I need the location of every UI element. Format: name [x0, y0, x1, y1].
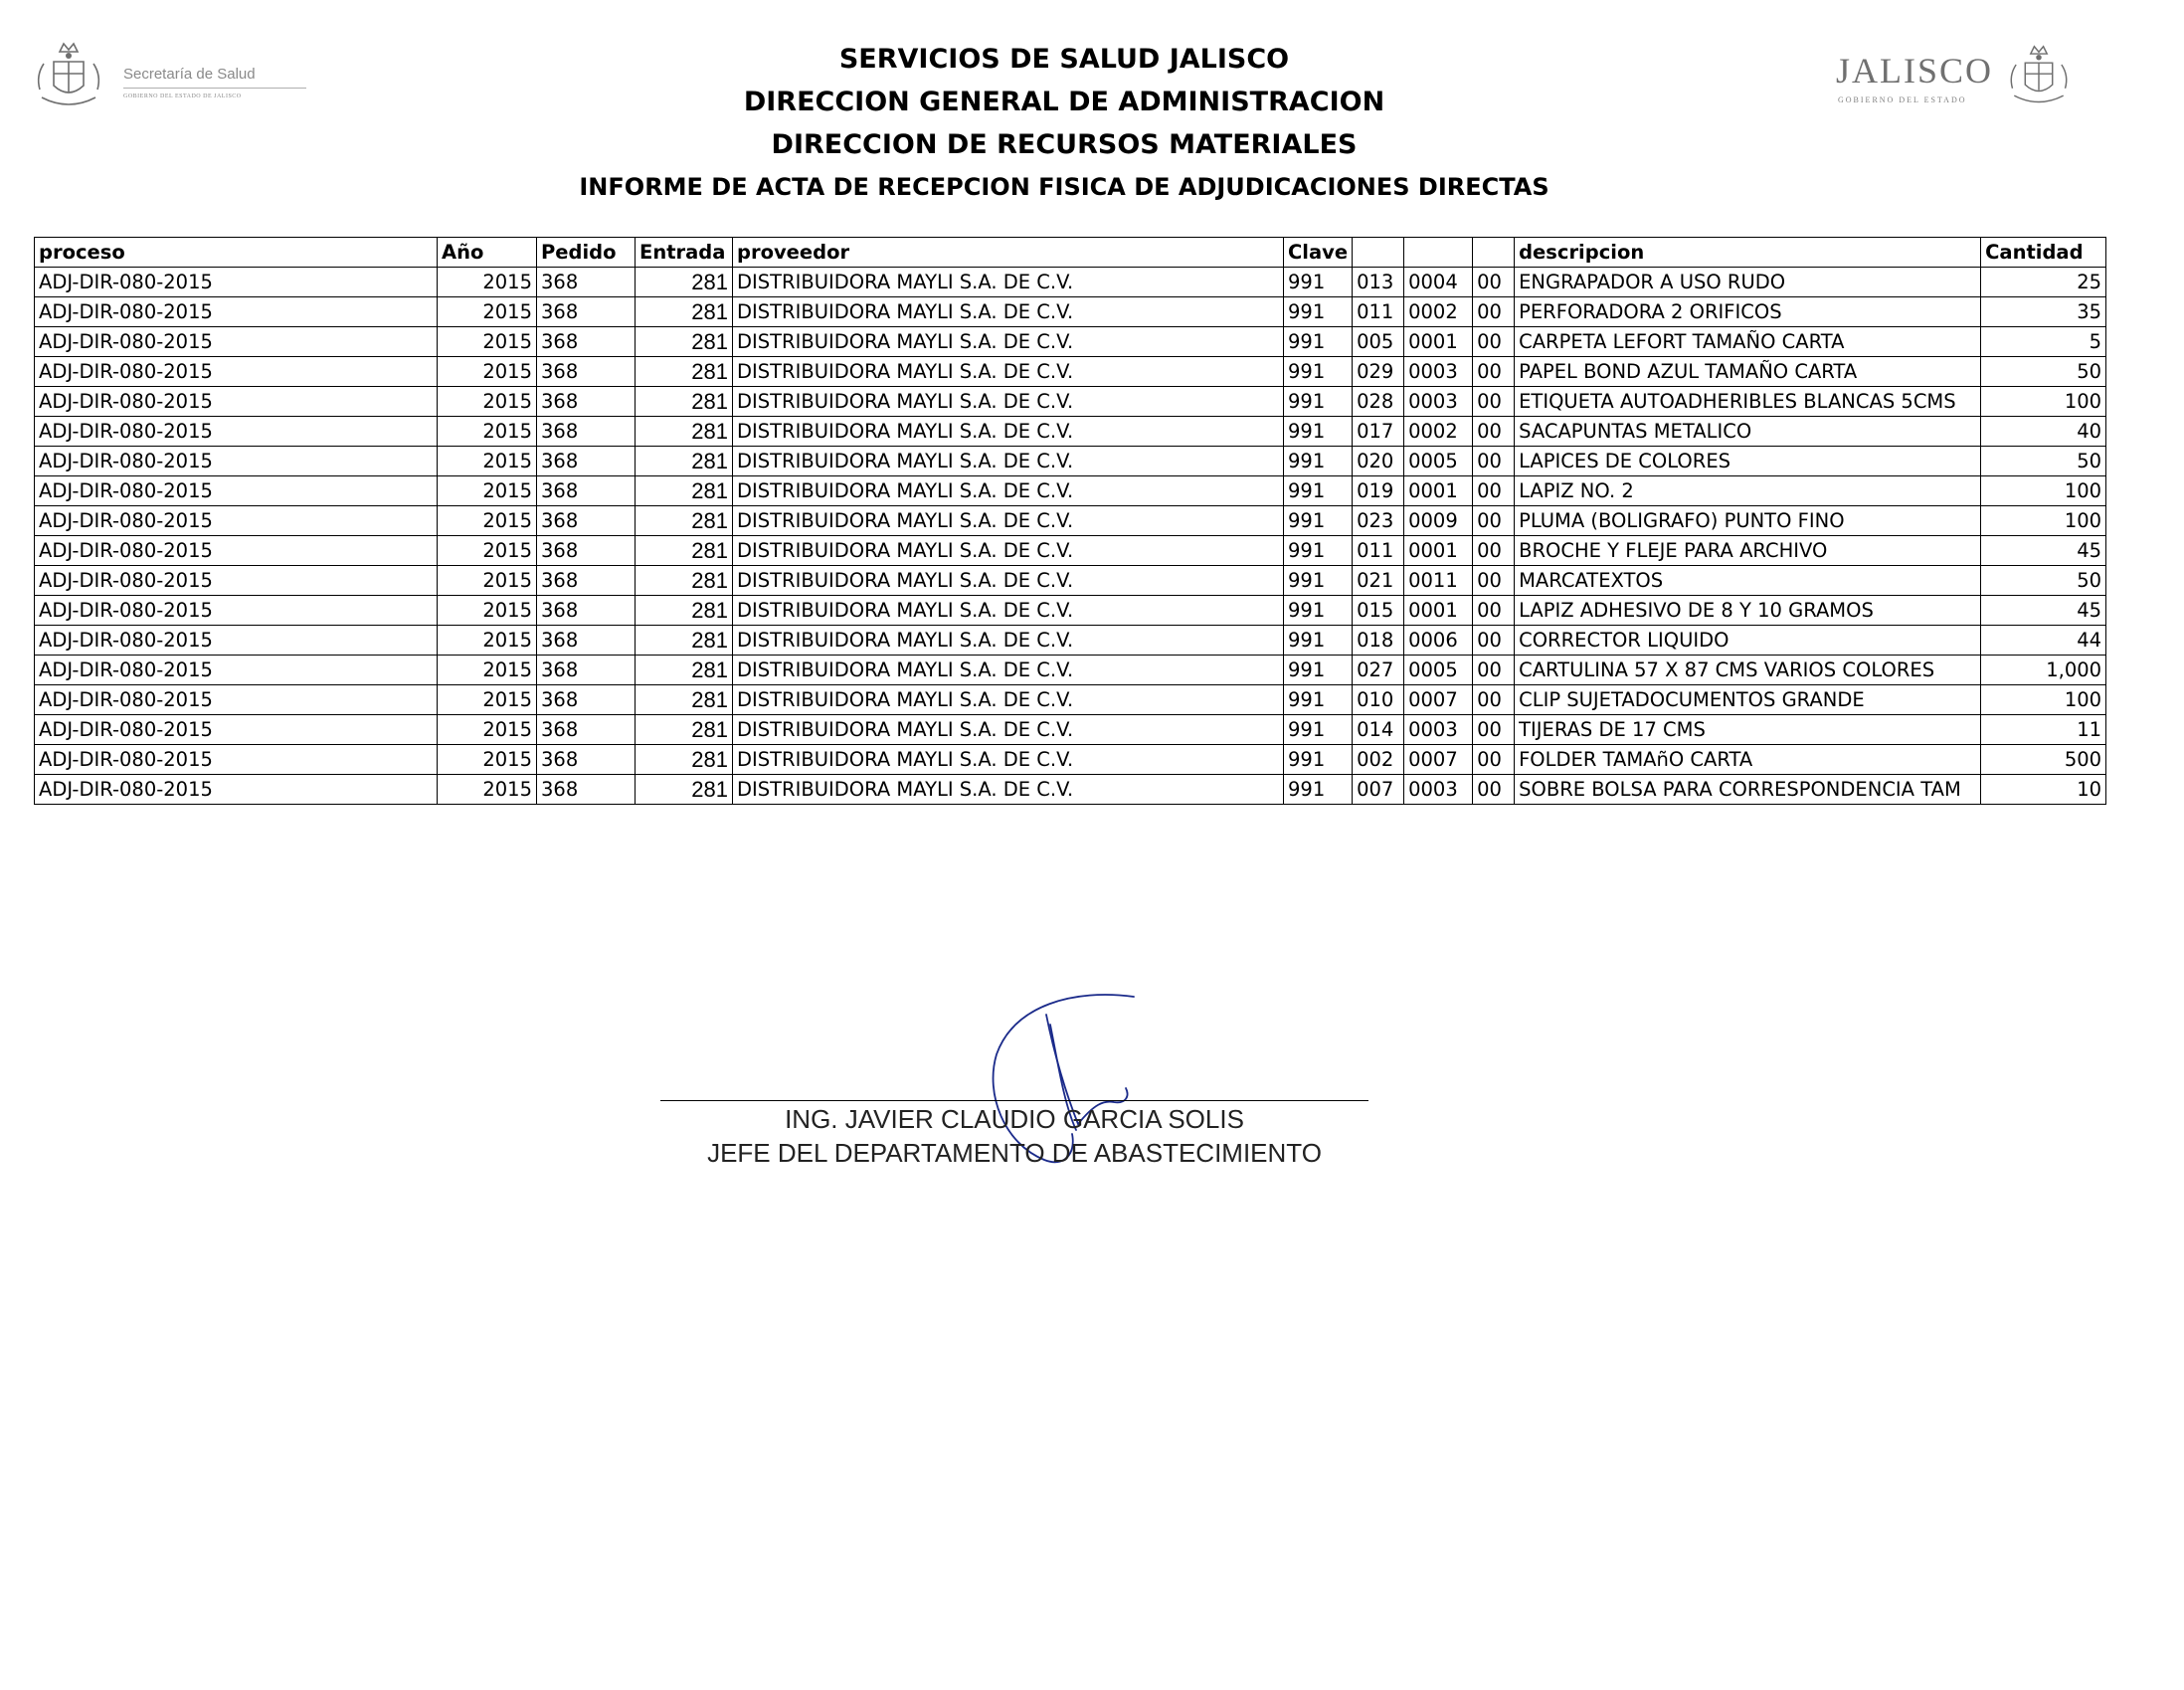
- clave-2-cell: 011: [1353, 536, 1404, 566]
- pedido-cell: 368: [537, 417, 636, 447]
- proveedor-cell: DISTRIBUIDORA MAYLI S.A. DE C.V.: [733, 476, 1284, 506]
- clave-4-cell: 00: [1473, 566, 1515, 596]
- clave-1-cell: 991: [1284, 297, 1353, 327]
- descripcion-cell: ETIQUETA AUTOADHERIBLES BLANCAS 5CMS: [1515, 387, 1981, 417]
- cantidad-cell: 1,000: [1981, 656, 2106, 685]
- clave-2-cell: 011: [1353, 297, 1404, 327]
- cantidad-cell: 500: [1981, 745, 2106, 775]
- proveedor-cell: DISTRIBUIDORA MAYLI S.A. DE C.V.: [733, 626, 1284, 656]
- report-title: INFORME DE ACTA DE RECEPCION FISICA DE ADJUDICACIONES DIRECTAS: [579, 173, 1549, 201]
- proveedor-cell: DISTRIBUIDORA MAYLI S.A. DE C.V.: [733, 506, 1284, 536]
- clave-2-cell: 028: [1353, 387, 1404, 417]
- descripcion-cell: PERFORADORA 2 ORIFICOS: [1515, 297, 1981, 327]
- proceso-cell: ADJ-DIR-080-2015: [35, 685, 438, 715]
- entrada-cell: 281: [636, 268, 733, 297]
- entrada-cell: 281: [636, 387, 733, 417]
- cantidad-cell: 5: [1981, 327, 2106, 357]
- column-header-cantidad: Cantidad: [1981, 238, 2106, 268]
- clave-2-cell: 010: [1353, 685, 1404, 715]
- pedido-cell: 368: [537, 536, 636, 566]
- clave-1-cell: 991: [1284, 327, 1353, 357]
- anio-cell: 2015: [438, 268, 537, 297]
- anio-cell: 2015: [438, 596, 537, 626]
- clave-3-cell: 0005: [1404, 447, 1473, 476]
- proveedor-cell: DISTRIBUIDORA MAYLI S.A. DE C.V.: [733, 447, 1284, 476]
- clave-2-cell: 013: [1353, 268, 1404, 297]
- clave-2-cell: 023: [1353, 506, 1404, 536]
- clave-4-cell: 00: [1473, 297, 1515, 327]
- clave-4-cell: 00: [1473, 268, 1515, 297]
- entrada-cell: 281: [636, 536, 733, 566]
- pedido-cell: 368: [537, 327, 636, 357]
- proceso-cell: ADJ-DIR-080-2015: [35, 715, 438, 745]
- pedido-cell: 368: [537, 626, 636, 656]
- descripcion-cell: FOLDER TAMAñO CARTA: [1515, 745, 1981, 775]
- entrada-cell: 281: [636, 566, 733, 596]
- proceso-cell: ADJ-DIR-080-2015: [35, 417, 438, 447]
- cantidad-cell: 50: [1981, 357, 2106, 387]
- descripcion-cell: LAPICES DE COLORES: [1515, 447, 1981, 476]
- clave-4-cell: 00: [1473, 506, 1515, 536]
- clave-4-cell: 00: [1473, 447, 1515, 476]
- header-line-1: SERVICIOS DE SALUD JALISCO: [838, 44, 1290, 75]
- proceso-cell: ADJ-DIR-080-2015: [35, 626, 438, 656]
- clave-2-cell: 014: [1353, 715, 1404, 745]
- column-header-pedido: Pedido: [537, 238, 636, 268]
- proveedor-cell: DISTRIBUIDORA MAYLI S.A. DE C.V.: [733, 297, 1284, 327]
- entrada-cell: 281: [636, 357, 733, 387]
- clave-1-cell: 991: [1284, 268, 1353, 297]
- proveedor-cell: DISTRIBUIDORA MAYLI S.A. DE C.V.: [733, 357, 1284, 387]
- proceso-cell: ADJ-DIR-080-2015: [35, 536, 438, 566]
- cantidad-cell: 50: [1981, 566, 2106, 596]
- clave-4-cell: 00: [1473, 476, 1515, 506]
- clave-4-cell: 00: [1473, 596, 1515, 626]
- clave-4-cell: 00: [1473, 656, 1515, 685]
- table-row: [35, 417, 2106, 447]
- proceso-cell: ADJ-DIR-080-2015: [35, 775, 438, 805]
- clave-1-cell: 991: [1284, 447, 1353, 476]
- clave-4-cell: 00: [1473, 745, 1515, 775]
- clave-4-cell: 00: [1473, 626, 1515, 656]
- clave-2-cell: 021: [1353, 566, 1404, 596]
- clave-3-cell: 0006: [1404, 626, 1473, 656]
- cantidad-cell: 11: [1981, 715, 2106, 745]
- clave-3-cell: 0001: [1404, 476, 1473, 506]
- proceso-cell: ADJ-DIR-080-2015: [35, 297, 438, 327]
- cantidad-cell: 40: [1981, 417, 2106, 447]
- column-header-clave-4: [1473, 238, 1515, 268]
- anio-cell: 2015: [438, 775, 537, 805]
- proveedor-cell: DISTRIBUIDORA MAYLI S.A. DE C.V.: [733, 268, 1284, 297]
- entrada-cell: 281: [636, 626, 733, 656]
- proceso-cell: ADJ-DIR-080-2015: [35, 566, 438, 596]
- column-header-clave-3: [1404, 238, 1473, 268]
- pedido-cell: 368: [537, 685, 636, 715]
- signer-name: ING. JAVIER CLAUDIO GARCIA SOLIS: [785, 1104, 1244, 1134]
- signer-title: JEFE DEL DEPARTAMENTO DE ABASTECIMIENTO: [707, 1138, 1322, 1168]
- proceso-cell: ADJ-DIR-080-2015: [35, 596, 438, 626]
- proceso-cell: ADJ-DIR-080-2015: [35, 387, 438, 417]
- clave-2-cell: 002: [1353, 745, 1404, 775]
- secretaria-salud-subtitle: GOBIERNO DEL ESTADO DE JALISCO: [123, 94, 242, 99]
- header-line-3: DIRECCION DE RECURSOS MATERIALES: [771, 129, 1358, 160]
- entrada-cell: 281: [636, 506, 733, 536]
- table-row: [35, 685, 2106, 715]
- table-row: [35, 327, 2106, 357]
- proveedor-cell: DISTRIBUIDORA MAYLI S.A. DE C.V.: [733, 387, 1284, 417]
- entrada-cell: 281: [636, 476, 733, 506]
- clave-3-cell: 0005: [1404, 656, 1473, 685]
- anio-cell: 2015: [438, 417, 537, 447]
- clave-3-cell: 0002: [1404, 297, 1473, 327]
- clave-2-cell: 015: [1353, 596, 1404, 626]
- descripcion-cell: CARPETA LEFORT TAMAÑO CARTA: [1515, 327, 1981, 357]
- descripcion-cell: PLUMA (BOLIGRAFO) PUNTO FINO: [1515, 506, 1981, 536]
- pedido-cell: 368: [537, 775, 636, 805]
- proceso-cell: ADJ-DIR-080-2015: [35, 656, 438, 685]
- clave-2-cell: 018: [1353, 626, 1404, 656]
- clave-3-cell: 0004: [1404, 268, 1473, 297]
- table-row: [35, 656, 2106, 685]
- proceso-cell: ADJ-DIR-080-2015: [35, 506, 438, 536]
- proveedor-cell: DISTRIBUIDORA MAYLI S.A. DE C.V.: [733, 685, 1284, 715]
- clave-3-cell: 0001: [1404, 596, 1473, 626]
- clave-3-cell: 0003: [1404, 715, 1473, 745]
- proveedor-cell: DISTRIBUIDORA MAYLI S.A. DE C.V.: [733, 745, 1284, 775]
- table-row: [35, 297, 2106, 327]
- proveedor-cell: DISTRIBUIDORA MAYLI S.A. DE C.V.: [733, 596, 1284, 626]
- cantidad-cell: 45: [1981, 536, 2106, 566]
- cantidad-cell: 45: [1981, 596, 2106, 626]
- cantidad-cell: 100: [1981, 387, 2106, 417]
- clave-2-cell: 027: [1353, 656, 1404, 685]
- cantidad-cell: 100: [1981, 476, 2106, 506]
- clave-1-cell: 991: [1284, 596, 1353, 626]
- descripcion-cell: CARTULINA 57 X 87 CMS VARIOS COLORES: [1515, 656, 1981, 685]
- document-header: [0, 38, 2128, 208]
- column-header-proceso: proceso: [35, 238, 438, 268]
- entrada-cell: 281: [636, 685, 733, 715]
- proceso-cell: ADJ-DIR-080-2015: [35, 476, 438, 506]
- table-row: [35, 506, 2106, 536]
- entrada-cell: 281: [636, 745, 733, 775]
- table-row: [35, 715, 2106, 745]
- entrada-cell: 281: [636, 775, 733, 805]
- clave-4-cell: 00: [1473, 327, 1515, 357]
- table-row: [35, 626, 2106, 656]
- clave-2-cell: 019: [1353, 476, 1404, 506]
- table-row: [35, 566, 2106, 596]
- entrada-cell: 281: [636, 297, 733, 327]
- anio-cell: 2015: [438, 566, 537, 596]
- jalisco-subtitle: GOBIERNO DEL ESTADO: [1838, 95, 1967, 104]
- proceso-cell: ADJ-DIR-080-2015: [35, 745, 438, 775]
- pedido-cell: 368: [537, 745, 636, 775]
- descripcion-cell: TIJERAS DE 17 CMS: [1515, 715, 1981, 745]
- clave-3-cell: 0007: [1404, 685, 1473, 715]
- cantidad-cell: 100: [1981, 685, 2106, 715]
- table-row: [35, 476, 2106, 506]
- clave-3-cell: 0009: [1404, 506, 1473, 536]
- clave-1-cell: 991: [1284, 566, 1353, 596]
- clave-2-cell: 005: [1353, 327, 1404, 357]
- pedido-cell: 368: [537, 387, 636, 417]
- clave-4-cell: 00: [1473, 417, 1515, 447]
- clave-1-cell: 991: [1284, 476, 1353, 506]
- descripcion-cell: PAPEL BOND AZUL TAMAÑO CARTA: [1515, 357, 1981, 387]
- anio-cell: 2015: [438, 656, 537, 685]
- entrada-cell: 281: [636, 327, 733, 357]
- table-row: [35, 268, 2106, 297]
- clave-4-cell: 00: [1473, 775, 1515, 805]
- column-header-clave-2: [1353, 238, 1404, 268]
- entrada-cell: 281: [636, 656, 733, 685]
- entrada-cell: 281: [636, 715, 733, 745]
- table-body: [35, 268, 2106, 805]
- cantidad-cell: 25: [1981, 268, 2106, 297]
- table-row: [35, 357, 2106, 387]
- pedido-cell: 368: [537, 447, 636, 476]
- anio-cell: 2015: [438, 536, 537, 566]
- anio-cell: 2015: [438, 357, 537, 387]
- anio-cell: 2015: [438, 745, 537, 775]
- table-row: [35, 745, 2106, 775]
- anio-cell: 2015: [438, 476, 537, 506]
- descripcion-cell: SACAPUNTAS METALICO: [1515, 417, 1981, 447]
- pedido-cell: 368: [537, 297, 636, 327]
- anio-cell: 2015: [438, 685, 537, 715]
- clave-1-cell: 991: [1284, 506, 1353, 536]
- anio-cell: 2015: [438, 447, 537, 476]
- anio-cell: 2015: [438, 297, 537, 327]
- cantidad-cell: 50: [1981, 447, 2106, 476]
- clave-3-cell: 0001: [1404, 327, 1473, 357]
- pedido-cell: 368: [537, 476, 636, 506]
- descripcion-cell: CORRECTOR LIQUIDO: [1515, 626, 1981, 656]
- anio-cell: 2015: [438, 626, 537, 656]
- clave-3-cell: 0003: [1404, 357, 1473, 387]
- column-header-anio: Año: [438, 238, 537, 268]
- header-line-2: DIRECCION GENERAL DE ADMINISTRACION: [743, 87, 1385, 117]
- proveedor-cell: DISTRIBUIDORA MAYLI S.A. DE C.V.: [733, 775, 1284, 805]
- anio-cell: 2015: [438, 387, 537, 417]
- pedido-cell: 368: [537, 715, 636, 745]
- clave-3-cell: 0003: [1404, 775, 1473, 805]
- entrada-cell: 281: [636, 596, 733, 626]
- anio-cell: 2015: [438, 506, 537, 536]
- pedido-cell: 368: [537, 596, 636, 626]
- cantidad-cell: 44: [1981, 626, 2106, 656]
- clave-1-cell: 991: [1284, 715, 1353, 745]
- clave-3-cell: 0001: [1404, 536, 1473, 566]
- pedido-cell: 368: [537, 566, 636, 596]
- pedido-cell: 368: [537, 268, 636, 297]
- column-header-clave: Clave: [1284, 238, 1353, 268]
- table-row: [35, 447, 2106, 476]
- table-row: [35, 775, 2106, 805]
- jalisco-name: JALISCO: [1836, 51, 1994, 91]
- clave-4-cell: 00: [1473, 357, 1515, 387]
- signature-block: [656, 975, 1372, 1184]
- entrada-cell: 281: [636, 417, 733, 447]
- proceso-cell: ADJ-DIR-080-2015: [35, 357, 438, 387]
- clave-1-cell: 991: [1284, 656, 1353, 685]
- clave-2-cell: 029: [1353, 357, 1404, 387]
- table-row: [35, 536, 2106, 566]
- table-row: [35, 596, 2106, 626]
- anio-cell: 2015: [438, 327, 537, 357]
- clave-4-cell: 00: [1473, 685, 1515, 715]
- clave-1-cell: 991: [1284, 357, 1353, 387]
- proceso-cell: ADJ-DIR-080-2015: [35, 327, 438, 357]
- clave-1-cell: 991: [1284, 387, 1353, 417]
- descripcion-cell: CLIP SUJETADOCUMENTOS GRANDE: [1515, 685, 1981, 715]
- proveedor-cell: DISTRIBUIDORA MAYLI S.A. DE C.V.: [733, 417, 1284, 447]
- proceso-cell: ADJ-DIR-080-2015: [35, 268, 438, 297]
- proveedor-cell: DISTRIBUIDORA MAYLI S.A. DE C.V.: [733, 566, 1284, 596]
- table-row: [35, 387, 2106, 417]
- clave-1-cell: 991: [1284, 536, 1353, 566]
- proceso-cell: ADJ-DIR-080-2015: [35, 447, 438, 476]
- column-header-descripcion: descripcion: [1515, 238, 1981, 268]
- descripcion-cell: SOBRE BOLSA PARA CORRESPONDENCIA TAM: [1515, 775, 1981, 805]
- cantidad-cell: 10: [1981, 775, 2106, 805]
- pedido-cell: 368: [537, 506, 636, 536]
- descripcion-cell: LAPIZ NO. 2: [1515, 476, 1981, 506]
- pedido-cell: 368: [537, 656, 636, 685]
- descripcion-cell: ENGRAPADOR A USO RUDO: [1515, 268, 1981, 297]
- clave-4-cell: 00: [1473, 715, 1515, 745]
- table-header-row: [35, 238, 2106, 268]
- signature-line: [660, 1100, 1368, 1101]
- entrada-cell: 281: [636, 447, 733, 476]
- proveedor-cell: DISTRIBUIDORA MAYLI S.A. DE C.V.: [733, 715, 1284, 745]
- clave-1-cell: 991: [1284, 626, 1353, 656]
- clave-1-cell: 991: [1284, 745, 1353, 775]
- clave-4-cell: 00: [1473, 536, 1515, 566]
- clave-3-cell: 0007: [1404, 745, 1473, 775]
- descripcion-cell: BROCHE Y FLEJE PARA ARCHIVO: [1515, 536, 1981, 566]
- pedido-cell: 368: [537, 357, 636, 387]
- anio-cell: 2015: [438, 715, 537, 745]
- clave-2-cell: 020: [1353, 447, 1404, 476]
- proveedor-cell: DISTRIBUIDORA MAYLI S.A. DE C.V.: [733, 656, 1284, 685]
- clave-3-cell: 0003: [1404, 387, 1473, 417]
- clave-4-cell: 00: [1473, 387, 1515, 417]
- clave-2-cell: 007: [1353, 775, 1404, 805]
- clave-3-cell: 0011: [1404, 566, 1473, 596]
- clave-2-cell: 017: [1353, 417, 1404, 447]
- descripcion-cell: LAPIZ ADHESIVO DE 8 Y 10 GRAMOS: [1515, 596, 1981, 626]
- secretaria-salud-name: Secretaría de Salud: [123, 66, 256, 83]
- cantidad-cell: 100: [1981, 506, 2106, 536]
- clave-1-cell: 991: [1284, 417, 1353, 447]
- proveedor-cell: DISTRIBUIDORA MAYLI S.A. DE C.V.: [733, 327, 1284, 357]
- clave-1-cell: 991: [1284, 685, 1353, 715]
- proveedor-cell: DISTRIBUIDORA MAYLI S.A. DE C.V.: [733, 536, 1284, 566]
- cantidad-cell: 35: [1981, 297, 2106, 327]
- clave-1-cell: 991: [1284, 775, 1353, 805]
- column-header-entrada: Entrada: [636, 238, 733, 268]
- descripcion-cell: MARCATEXTOS: [1515, 566, 1981, 596]
- clave-3-cell: 0002: [1404, 417, 1473, 447]
- reception-table: [34, 237, 2106, 805]
- column-header-proveedor: proveedor: [733, 238, 1284, 268]
